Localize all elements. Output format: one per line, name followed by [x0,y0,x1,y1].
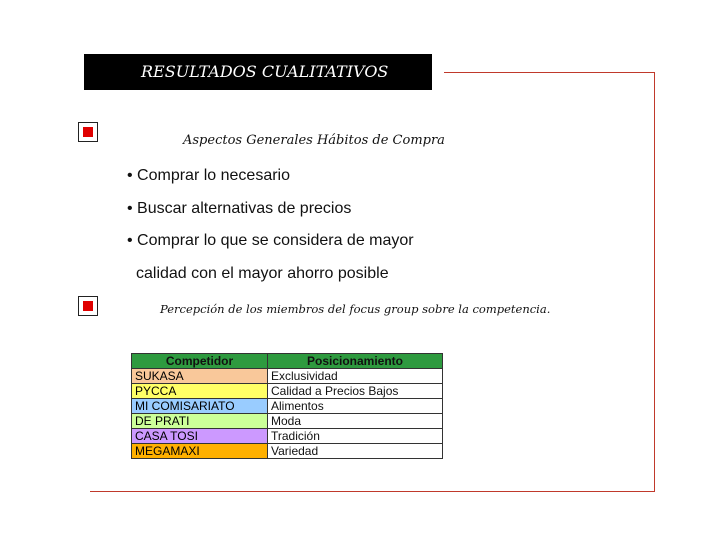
positioning-cell: Alimentos [268,399,443,414]
table-row [132,384,443,399]
positioning-cell: Moda [268,414,443,429]
competitor-cell: DE PRATI [132,414,268,429]
competitor-cell: CASA TOSI [132,429,268,444]
competitor-cell: SUKASA [132,369,268,384]
red-square-bullet-icon [78,296,98,316]
table-row [132,414,443,429]
section-heading-competition: Percepción de los miembros del focus group sobre la competencia. [160,302,551,316]
frame-line-bottom [90,491,655,492]
list-item: calidad con el mayor ahorro posible [136,265,389,282]
positioning-cell: Variedad [268,444,443,459]
section-heading-habits: Aspectos Generales Hábitos de Compra [183,133,445,148]
column-header-positioning: Posicionamiento [268,354,443,369]
table-row [132,369,443,384]
red-square-bullet-icon [78,122,98,142]
competitor-table [131,353,443,459]
list-item: • Comprar lo necesario [127,167,290,184]
slide-title: RESULTADOS CUALITATIVOS [84,54,432,90]
frame-line-top [444,72,654,73]
positioning-cell: Exclusividad [268,369,443,384]
competitor-cell: MEGAMAXI [132,444,268,459]
table-row [132,444,443,459]
column-header-competitor: Competidor [132,354,268,369]
list-item: • Buscar alternativas de precios [127,200,352,217]
competitor-cell: PYCCA [132,384,268,399]
list-item: • Comprar lo que se considera de mayor [127,232,414,249]
positioning-cell: Tradición [268,429,443,444]
table-row [132,429,443,444]
frame-line-right [654,72,655,492]
positioning-cell: Calidad a Precios Bajos [268,384,443,399]
competitor-cell: MI COMISARIATO [132,399,268,414]
table-row [132,399,443,414]
